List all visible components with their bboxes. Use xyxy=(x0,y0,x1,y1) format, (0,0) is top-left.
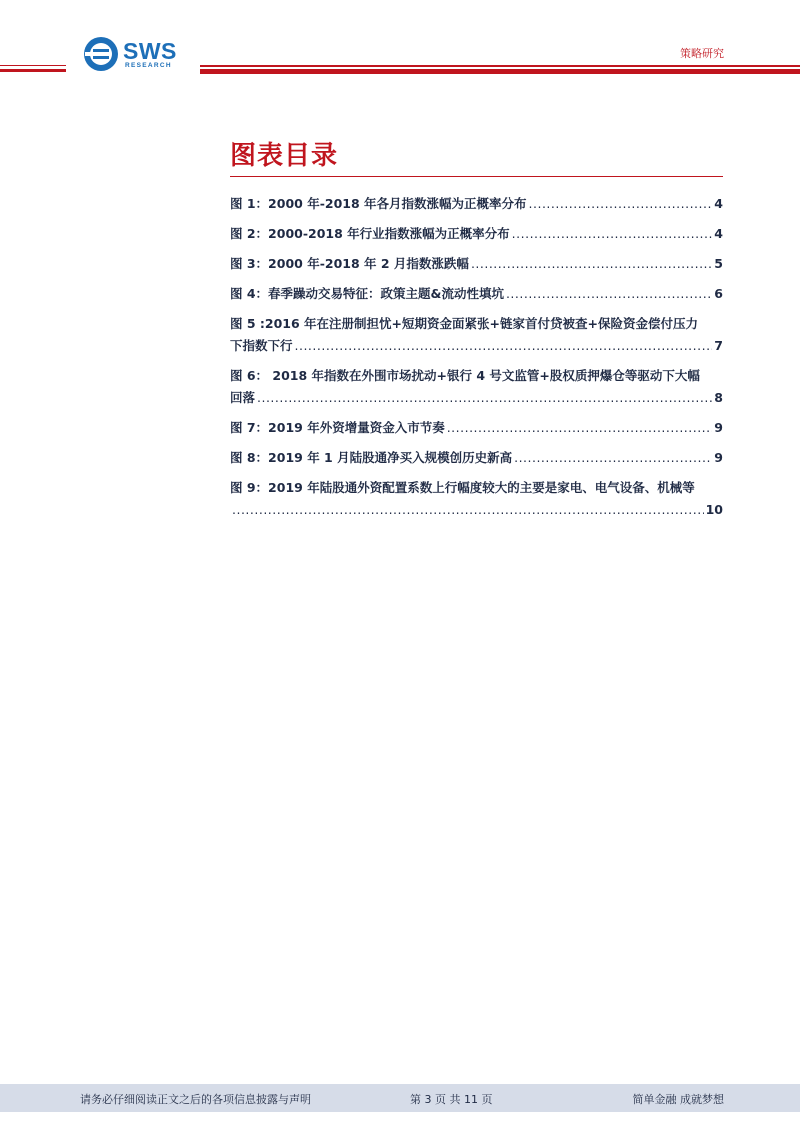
toc-entry-page-number: 4 xyxy=(714,196,723,211)
toc-entry[interactable] xyxy=(230,365,723,409)
footer-disclaimer: 请务必仔细阅读正文之后的各项信息披露与声明 xyxy=(80,1093,311,1106)
header-rule-left-thin xyxy=(0,65,66,66)
footer-page-info: 第 3 页 共 11 页 xyxy=(410,1093,493,1106)
toc-entry-text: 回落 xyxy=(230,390,256,405)
toc-entry-text: 图 8：2019 年 1 月陆股通净买入规模创历史新高 xyxy=(230,450,513,465)
toc-leader-dots xyxy=(512,223,713,245)
toc-entry-text: 图 7：2019 年外资增量资金入市节奏 xyxy=(230,420,445,435)
page-footer xyxy=(0,1084,800,1112)
toc-entry-page-number: 9 xyxy=(714,450,723,465)
figure-table-of-contents xyxy=(230,140,723,529)
toc-leader-dots xyxy=(529,193,713,215)
toc-entry-text: 图 3：2000 年-2018 年 2 月指数涨跌幅 xyxy=(230,256,469,271)
toc-entry-page-number: 7 xyxy=(714,338,723,353)
toc-entry-page-number: 8 xyxy=(714,390,723,405)
toc-entry-text: 图 1：2000 年-2018 年各月指数涨幅为正概率分布 xyxy=(230,196,527,211)
toc-entry-page-number: 10 xyxy=(705,502,723,517)
section-tag: 策略研究 xyxy=(680,47,724,60)
logo-emblem-icon xyxy=(83,36,119,72)
header-rule-right-thick xyxy=(200,69,800,74)
toc-leader-dots xyxy=(232,499,704,521)
toc-entry-text: 下指数下行 xyxy=(230,338,293,353)
toc-leader-dots xyxy=(514,447,712,469)
toc-leader-dots xyxy=(506,283,712,305)
toc-entry-text-line1: 图 5 :2016 年在注册制担忧+短期资金面紧张+链家首付贷被查+保险资金偿付压力 xyxy=(230,316,698,331)
footer-slogan: 简单金融 成就梦想 xyxy=(632,1093,724,1106)
toc-entry-text: 图 2：2000-2018 年行业指数涨幅为正概率分布 xyxy=(230,226,510,241)
toc-entry[interactable] xyxy=(230,193,723,215)
toc-entry[interactable] xyxy=(230,447,723,469)
header-rule-left-thick xyxy=(0,69,66,72)
toc-entry[interactable] xyxy=(230,253,723,275)
toc-entry[interactable] xyxy=(230,417,723,439)
toc-entry[interactable] xyxy=(230,313,723,357)
toc-entry-page-number: 4 xyxy=(714,226,723,241)
company-logo xyxy=(83,36,203,76)
toc-list xyxy=(230,193,723,521)
toc-leader-dots xyxy=(447,417,713,439)
logo-subtext: RESEARCH xyxy=(125,62,172,69)
toc-title-rule xyxy=(230,176,723,177)
toc-entry-text: 图 4：春季躁动交易特征：政策主题&流动性填坑 xyxy=(230,286,504,301)
toc-entry-text-line1: 图 9：2019 年陆股通外资配置系数上行幅度较大的主要是家电、电气设备、机械等 xyxy=(230,480,695,495)
header-rule-right-thin xyxy=(200,65,800,67)
toc-entry-page-number: 9 xyxy=(714,420,723,435)
toc-entry-page-number: 6 xyxy=(714,286,723,301)
toc-leader-dots xyxy=(295,335,713,357)
toc-title: 图表目录 xyxy=(230,141,339,171)
toc-leader-dots xyxy=(257,387,712,409)
toc-entry[interactable] xyxy=(230,477,723,521)
toc-entry[interactable] xyxy=(230,283,723,305)
toc-entry-text-line1: 图 6： 2018 年指数在外围市场扰动+银行 4 号文监管+股权质押爆仓等驱动下大幅 xyxy=(230,368,700,383)
toc-entry-page-number: 5 xyxy=(714,256,723,271)
logo-text: SWS xyxy=(123,38,177,64)
toc-entry[interactable] xyxy=(230,223,723,245)
toc-leader-dots xyxy=(471,253,712,275)
